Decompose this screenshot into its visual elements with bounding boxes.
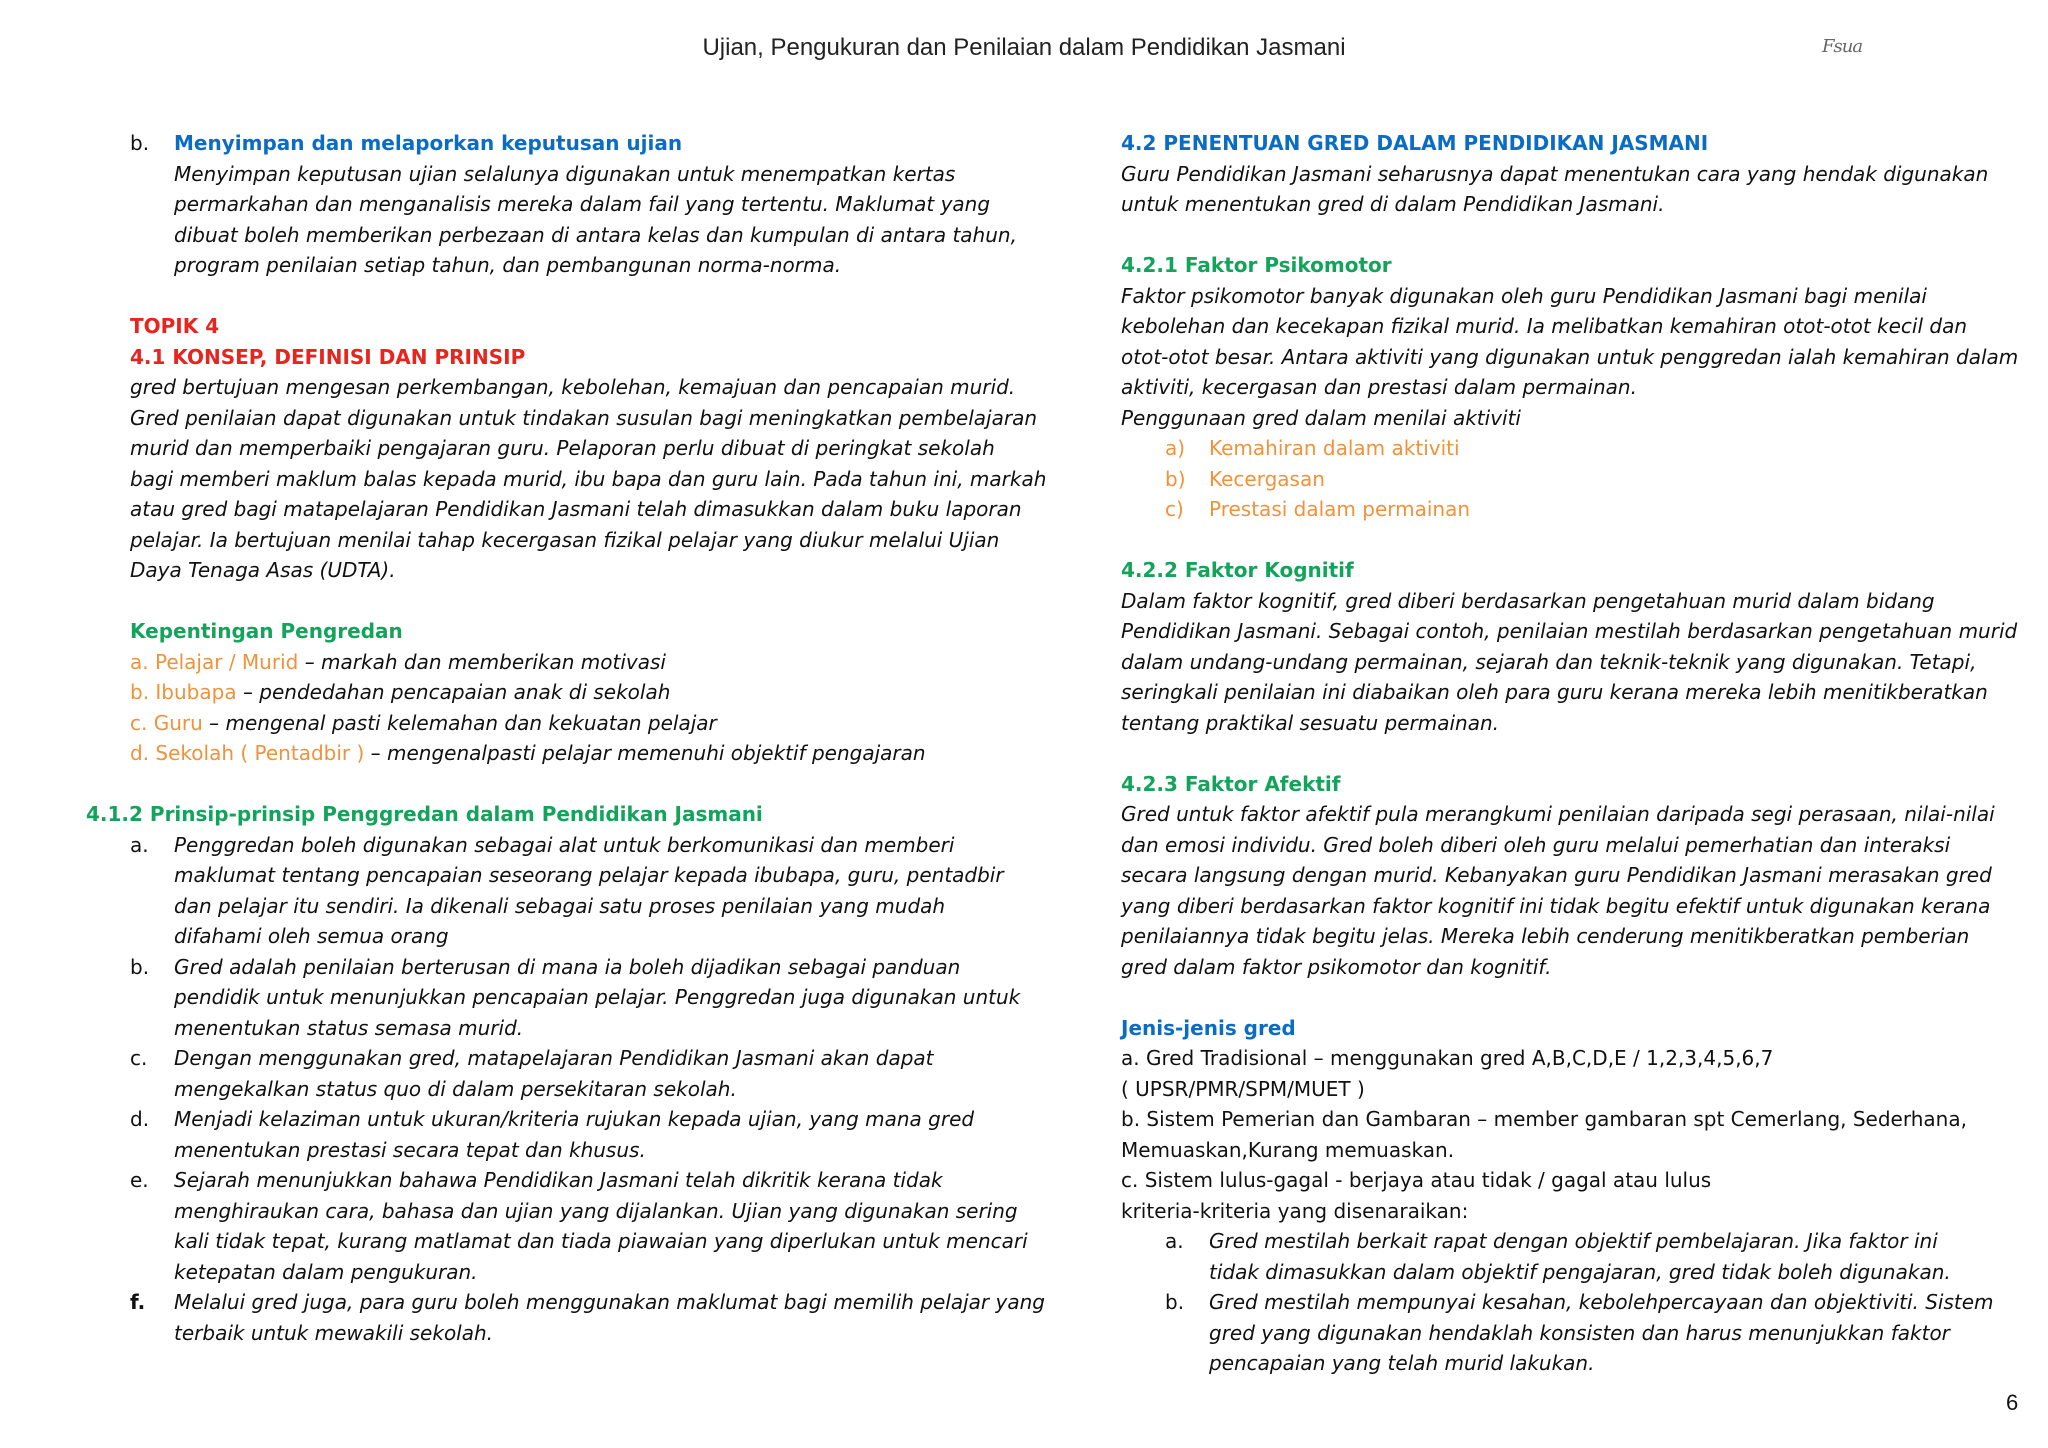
section-heading-4-2-2: 4.2.2 Faktor Kognitif [1121, 558, 1354, 582]
paragraph-line: Gred penilaian dapat digunakan untuk tindakan susulan bagi meningkatkan pembelajaran [130, 405, 1038, 430]
list-item-label: a. Pelajar / Murid [130, 649, 299, 674]
list-item [1121, 464, 2021, 495]
paragraph-line: Guru Pendidikan Jasmani seharusnya dapat menentukan cara yang hendak digunakan [1121, 161, 1989, 186]
section-heading-4-2-3: 4.2.3 Faktor Afektif [1121, 771, 1341, 796]
section-heading-4-1: 4.1 KONSEP, DEFINISI DAN PRINSIP [130, 344, 526, 369]
paragraph-line: Daya Tenaga Asas (UDTA). [130, 558, 396, 582]
list-item-a [130, 830, 1046, 952]
paragraph-line: Penggunaan gred dalam menilai aktiviti [1121, 405, 1521, 430]
paragraph-line: terbaik untuk mewakili sekolah. [174, 1320, 494, 1345]
aktiviti-list [1121, 433, 2021, 525]
paragraph-line: secara langsung dengan murid. Kebanyakan guru Pendidikan Jasmani merasakan gred [1121, 863, 1992, 887]
list-item-text: Kemahiran dalam aktiviti [1209, 436, 1460, 460]
paragraph-line: pendidik untuk menunjukkan pencapaian pelajar. Penggredan juga digunakan untuk [174, 985, 1021, 1009]
list-item-label: d. Sekolah ( Pentadbir ) [130, 741, 365, 765]
right-column [1121, 128, 2021, 1379]
paragraph-line: Gred untuk faktor afektif pula merangkumi penilaian daripada segi perasaan, nilai-nilai [1121, 802, 1995, 826]
prinsip-list [86, 830, 1046, 1349]
paragraph-line: ketepatan dalam pengukuran. [174, 1259, 478, 1284]
paragraph-line: Dengan menggunakan gred, matapelajaran Pendidikan Jasmani akan dapat [174, 1046, 934, 1070]
list-item-label: c. Guru [130, 710, 203, 735]
paragraph-line: b. Sistem Pemerian dan Gambaran – member gambaran spt Cemerlang, Sederhana, [1121, 1107, 1967, 1131]
list-item-e [130, 1165, 1046, 1287]
list-item [130, 647, 1046, 678]
list-item-text: Kecergasan [1209, 466, 1325, 491]
subheading-jenis-gred: Jenis-jenis gred [1121, 1015, 1296, 1040]
paragraph-line: gred yang digunakan hendaklah konsisten dan harus menunjukkan faktor [1209, 1320, 1950, 1345]
signature-mark: Fsua [1822, 36, 1863, 57]
paragraph-line: Menjadi kelaziman untuk ukuran/kriteria rujukan kepada ujian, yang mana gred [174, 1107, 975, 1131]
list-item-d [130, 1104, 1046, 1165]
list-item-a [1121, 1226, 2021, 1287]
list-item-text: – mengenal pasti kelemahan dan kekuatan pelajar [202, 710, 717, 735]
list-item-b [1121, 1287, 2021, 1379]
list-item-text: – pendedahan pencapaian anak di sekolah [236, 680, 671, 704]
section-heading-4-2: 4.2 PENENTUAN GRED DALAM PENDIDIKAN JASMANI [1121, 131, 1709, 155]
paragraph-line: Gred adalah penilaian berterusan di mana ia boleh dijadikan sebagai panduan [174, 954, 961, 979]
paragraph-line: untuk menentukan gred di dalam Pendidikan Jasmani. [1121, 192, 1665, 216]
paragraph-line: c. Sistem lulus-gagal - berjaya atau tidak / gagal atau lulus [1121, 1168, 1712, 1192]
list-marker: a) [1165, 436, 1186, 460]
paragraph-line: dalam undang-undang permainan, sejarah dan teknik-teknik yang digunakan. Tetapi, [1121, 649, 1977, 674]
list-marker: e. [130, 1168, 149, 1192]
paragraph-line: bagi memberi maklum balas kepada murid, ibu bapa dan guru lain. Pada tahun ini, markah [130, 466, 1047, 491]
paragraph-line: tidak dimasukkan dalam objektif pengajaran, gred tidak boleh digunakan. [1209, 1259, 1951, 1284]
kriteria-list [1121, 1226, 2021, 1379]
list-item-f [130, 1287, 1046, 1348]
paragraph-line: menentukan status semasa murid. [174, 1015, 524, 1040]
list-item [130, 708, 1046, 739]
paragraph-line: Pendidikan Jasmani. Sebagai contoh, penilaian mestilah berdasarkan pengetahuan murid [1121, 619, 2018, 643]
subheading-kepentingan: Kepentingan Pengredan [130, 619, 403, 643]
paragraph-line: kriteria-kriteria yang disenaraikan: [1121, 1198, 1469, 1223]
paragraph-line: tentang praktikal sesuatu permainan. [1121, 710, 1499, 735]
list-item-text: – mengenalpasti pelajar memenuhi objektif pengajaran [364, 741, 926, 765]
paragraph-line: permarkahan dan menganalisis mereka dalam fail yang tertentu. Maklumat yang [174, 192, 991, 216]
paragraph-line: pencapaian yang telah murid lakukan. [1209, 1351, 1595, 1375]
paragraph-line: kebolehan dan kecekapan fizikal murid. Ia melibatkan kemahiran otot-otot kecil dan [1121, 314, 1968, 338]
paragraph-4-1 [86, 372, 1046, 586]
paragraph-line: pelajar. Ia bertujuan menilai tahap kecergasan fizikal pelajar yang diukur melalui Ujian [130, 527, 1000, 552]
list-item-b [130, 952, 1046, 1044]
list-marker: b) [1165, 466, 1186, 491]
paragraph-line: Menyimpan keputusan ujian selalunya digunakan untuk menempatkan kertas [174, 161, 956, 186]
kepentingan-list [86, 647, 1046, 769]
list-marker: c) [1165, 497, 1184, 521]
list-item-b [86, 128, 1046, 281]
paragraph-line: gred bertujuan mengesan perkembangan, kebolehan, kemajuan dan pencapaian murid. [130, 375, 1016, 399]
list-marker: b. [130, 131, 150, 155]
paragraph-line: seringkali penilaian ini diabaikan oleh para guru kerana mereka lebih menitikberatkan [1121, 680, 1988, 704]
section-heading-4-2-1: 4.2.1 Faktor Psikomotor [1121, 253, 1392, 277]
paragraph-line: Melalui gred juga, para guru boleh menggunakan maklumat bagi memilih pelajar yang [174, 1290, 1045, 1314]
paragraph-line: gred dalam faktor psikomotor dan kognitif. [1121, 954, 1552, 979]
paragraph-line: yang diberi berdasarkan faktor kognitif ini tidak begitu efektif untuk digunakan kerana [1121, 893, 1991, 918]
paragraph-line: Memuaskan,Kurang memuaskan. [1121, 1137, 1455, 1162]
paragraph-line: maklumat tentang pencapaian seseorang pelajar kepada ibubapa, guru, pentadbir [174, 863, 1004, 887]
paragraph-line: menentukan prestasi secara tepat dan khusus. [174, 1137, 646, 1162]
paragraph-line: murid dan memperbaiki pengajaran guru. Pelaporan perlu dibuat di peringkat sekolah [130, 436, 995, 460]
list-item [1121, 494, 2021, 525]
list-item-label: b. Ibubapa [130, 680, 237, 704]
list-marker: a. [1165, 1229, 1184, 1253]
list-marker: b. [130, 954, 150, 979]
paragraph-line: dan pelajar itu sendiri. Ia dikenali sebagai satu proses penilaian yang mudah [174, 893, 946, 918]
paragraph-line: mengekalkan status quo di dalam persekitaran sekolah. [174, 1076, 737, 1101]
page-number: 6 [2006, 1390, 2019, 1415]
paragraph-line: dibuat boleh memberikan perbezaan di antara kelas dan kumpulan di antara tahun, [174, 222, 1017, 247]
paragraph-line: Dalam faktor kognitif, gred diberi berdasarkan pengetahuan murid dalam bidang [1121, 588, 1935, 613]
paragraph-line: difahami oleh semua orang [174, 924, 449, 948]
paragraph-line: Gred mestilah mempunyai kesahan, kebolehpercayaan dan objektiviti. Sistem [1209, 1290, 1994, 1314]
left-column [86, 128, 1046, 1348]
paragraph-line: Penggredan boleh digunakan sebagai alat untuk berkomunikasi dan memberi [174, 832, 955, 857]
paragraph-line: Gred mestilah berkait rapat dengan objektif pembelajaran. Jika faktor ini [1209, 1229, 1938, 1253]
list-marker: c. [130, 1046, 148, 1070]
paragraph-line: otot-otot besar. Antara aktiviti yang digunakan untuk penggredan ialah kemahiran dalam [1121, 344, 2019, 369]
list-item-c [130, 1043, 1046, 1104]
list-marker: d. [130, 1107, 150, 1131]
section-heading-4-1-2: 4.1.2 Prinsip-prinsip Penggredan dalam Pendidikan Jasmani [86, 802, 763, 826]
topic-heading: TOPIK 4 [130, 314, 220, 338]
paragraph-line: aktiviti, kecergasan dan prestasi dalam permainan. [1121, 375, 1637, 399]
paragraph-line: penilaiannya tidak begitu jelas. Mereka lebih cenderung menitikberatkan pemberian [1121, 924, 1970, 948]
subheading-menyimpan: Menyimpan dan melaporkan keputusan ujian [174, 131, 683, 155]
list-item-text: – markah dan memberikan motivasi [298, 649, 666, 674]
list-marker: a. [130, 832, 149, 857]
paragraph-line: a. Gred Tradisional – menggunakan gred A,B,C,D,E / 1,2,3,4,5,6,7 [1121, 1046, 1774, 1070]
paragraph-line: menghiraukan cara, bahasa dan ujian yang dijalankan. Ujian yang digunakan sering [174, 1198, 1018, 1223]
list-item [1121, 433, 2021, 464]
paragraph-line: program penilaian setiap tahun, dan pembangunan norma-norma. [174, 253, 842, 277]
page-header-title: Ujian, Pengukuran dan Penilaian dalam Pendidikan Jasmani [702, 34, 1346, 61]
paragraph-line: kali tidak tepat, kurang matlamat dan tiada piawaian yang diperlukan untuk mencari [174, 1229, 1028, 1253]
list-marker: f. [130, 1290, 146, 1314]
paragraph-line: Sejarah menunjukkan bahawa Pendidikan Jasmani telah dikritik kerana tidak [174, 1168, 943, 1192]
list-item [130, 677, 1046, 708]
paragraph-line: atau gred bagi matapelajaran Pendidikan Jasmani telah dimasukkan dalam buku laporan [130, 497, 1022, 521]
paragraph-line: Faktor psikomotor banyak digunakan oleh guru Pendidikan Jasmani bagi menilai [1121, 283, 1927, 308]
list-item-text: Prestasi dalam permainan [1209, 497, 1471, 521]
paragraph-line: ( UPSR/PMR/SPM/MUET ) [1121, 1076, 1365, 1101]
list-marker: b. [1165, 1290, 1185, 1314]
list-item [130, 738, 1046, 769]
paragraph-line: dan emosi individu. Gred boleh diberi oleh guru melalui pemerhatian dan interaksi [1121, 832, 1951, 857]
